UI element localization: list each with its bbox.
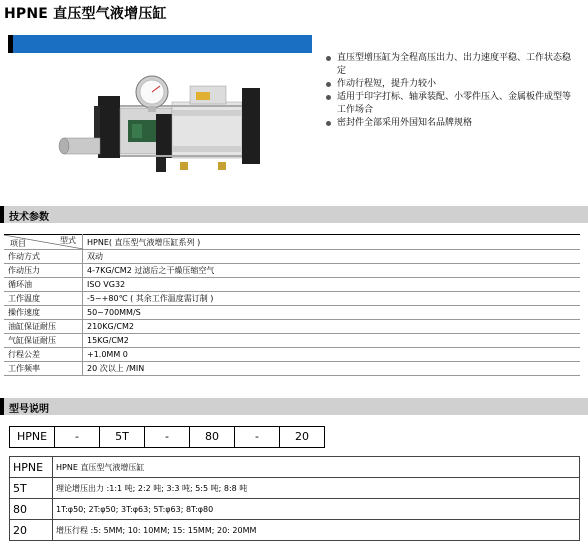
model-section-title: 型号说明 [9, 404, 49, 415]
model-code-strip [9, 426, 325, 448]
feature-item: 适用于印字打标、轴承装配、小零件压入、金属板件成型等工作场合 [326, 91, 576, 117]
model-code-separator: - [235, 427, 280, 447]
model-code-part: 80 [190, 427, 235, 447]
spec-row: 油缸保证耐压 210KG/CM2 [4, 320, 580, 334]
model-code-separator: - [145, 427, 190, 447]
model-code-separator: - [55, 427, 100, 447]
model-code-part: 5T [100, 427, 145, 447]
spec-row: 作动压力 4-7KG/CM2 过滤后之干燥压缩空气 [4, 264, 580, 278]
spec-row: 工作温度 -5~+80℃ ( 其余工作温度需订制 ) [4, 292, 580, 306]
model-section-header [0, 398, 588, 415]
feature-list [326, 52, 576, 130]
feature-item: 作动行程短，提升力较小 [326, 78, 576, 91]
spec-row: 操作速度 50~700MM/S [4, 306, 580, 320]
spec-row: 工作频率 20 次以上 /MIN [4, 362, 580, 376]
spec-row: 循环油 ISO VG32 [4, 278, 580, 292]
bullet-dot-icon [326, 56, 331, 61]
model-row: 5T 理论增压出力 :1:1 吨; 2:2 吨; 3:3 吨; 5:5 吨; 8:8 吨 [10, 478, 580, 499]
header-type-label: 型式 [60, 236, 76, 245]
spec-section-title: 技术参数 [9, 212, 49, 223]
spec-header-row [4, 235, 580, 250]
spec-row: 气缸保证耐压 15KG/CM2 [4, 334, 580, 348]
header-item-label: 项目 [10, 239, 26, 248]
feature-item: 密封件全部采用外国知名品牌规格 [326, 117, 576, 130]
model-code-part: 20 [295, 430, 309, 443]
product-image [40, 62, 280, 192]
model-row: 80 1T:φ50; 2T:φ50; 3T:φ63; 5T:φ63; 8T:φ80 [10, 499, 580, 520]
bullet-dot-icon [326, 95, 331, 100]
spec-header-cell [4, 235, 83, 250]
model-code-part: HPNE [10, 427, 55, 447]
spec-table [4, 234, 580, 376]
spec-section-header [0, 206, 588, 223]
header-accent-bar [8, 35, 312, 53]
model-table [9, 456, 580, 541]
page-title: HPNE 直压型气液增压缸 [4, 6, 167, 22]
feature-item: 直压型增压缸为全程高压出力、出力速度平稳、工作状态稳定 [326, 52, 576, 78]
spec-row: 行程公差 +1.0MM 0 [4, 348, 580, 362]
spec-row: 作动方式 双动 [4, 250, 580, 264]
bullet-dot-icon [326, 121, 331, 126]
spec-header-value: HPNE( 直压型气液增压缸系列 ) [83, 235, 581, 250]
bullet-dot-icon [326, 82, 331, 87]
model-row: HPNE HPNE 直压型气液增压缸 [10, 457, 580, 478]
model-row: 20 增压行程 :5: 5MM; 10: 10MM; 15: 15MM; 20: 20MM [10, 520, 580, 541]
